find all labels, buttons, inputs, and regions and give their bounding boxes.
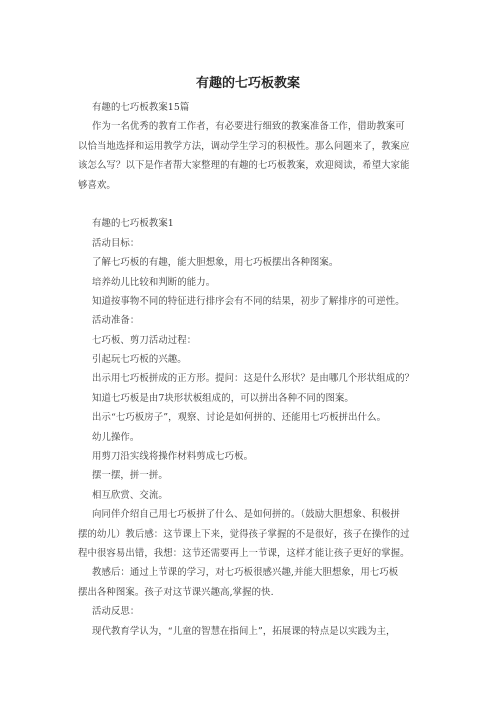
document-title: 有趣的七巧板教案 — [195, 76, 300, 91]
text-line: 该怎么写？以下是作者帮大家整理的有趣的七巧板教案，欢迎阅读，希望大家能 — [78, 160, 410, 172]
text-line: 够喜欢。 — [78, 179, 116, 191]
text-line: 程中很容易出错，我想：这节还需要再上一节课，这样才能让孩子更好的掌握。 — [78, 547, 410, 559]
text-line: 活动反思： — [92, 606, 140, 618]
text-line: 摆出各种图案。孩子对这节课兴趣高,掌握的快. — [78, 586, 274, 598]
text-line: 作为一名优秀的教育工作者，有必要进行细致的教案准备工作，借助教案可 — [92, 121, 405, 133]
text-line: 有趣的七巧板教案1 — [92, 218, 174, 230]
text-line: 有趣的七巧板教案15篇 — [92, 102, 190, 113]
text-line: 出示“七巧板房子”，观察、讨论是如何拼的、还能用七巧板拼出什么。 — [92, 412, 387, 424]
text-line: 向同伴介绍自己用七巧板拼了什么、是如何拼的。（鼓励大胆想象、积极拼 — [92, 509, 400, 521]
text-line: 摆的幼儿）教后感：这节课上下来，觉得孩子掌握的不是很好，孩子在操作的过 — [78, 528, 410, 540]
text-line: 出示用七巧板拼成的正方形。提问：这是什么形状？是由哪几个形状组成的？ — [92, 373, 415, 385]
text-line: 活动目标： — [92, 237, 140, 249]
paragraph-gap — [92, 195, 414, 214]
document-body — [78, 98, 415, 641]
text-line: 知道按事物不同的特征进行排序会有不同的结果，初步了解排序的可逆性。 — [92, 295, 405, 307]
text-line: 教感后：通过上节课的学习，对七巧板很感兴趣,并能大胆想象，用七巧板 — [92, 567, 399, 579]
text-line: 活动准备： — [92, 315, 140, 327]
text-line: 用剪刀沿实线将操作材料剪成七巧板。 — [92, 451, 254, 463]
text-line: 现代教育学认为，“儿童的智慧在指间上”，拓展课的特点是以实践为主， — [92, 625, 396, 637]
text-line: 摆一摆，拼一拼。 — [92, 470, 168, 482]
text-line: 引起玩七巧板的兴趣。 — [92, 354, 187, 366]
text-line: 相互欣赏、交流。 — [92, 489, 168, 501]
text-line: 以恰当地选择和运用教学方法，调动学生学习的积极性。那么问题来了，教案应 — [78, 140, 410, 152]
text-line: 了解七巧板的有趣，能大胆想象，用七巧板摆出各种图案。 — [92, 257, 339, 269]
text-line: 七巧板、剪刀活动过程： — [92, 334, 197, 346]
text-line: 培养幼儿比较和判断的能力。 — [92, 276, 216, 288]
text-line: 幼儿操作。 — [92, 431, 140, 443]
text-line: 知道七巧板是由7块形状板组成的，可以拼出各种不同的图案。 — [92, 392, 354, 404]
